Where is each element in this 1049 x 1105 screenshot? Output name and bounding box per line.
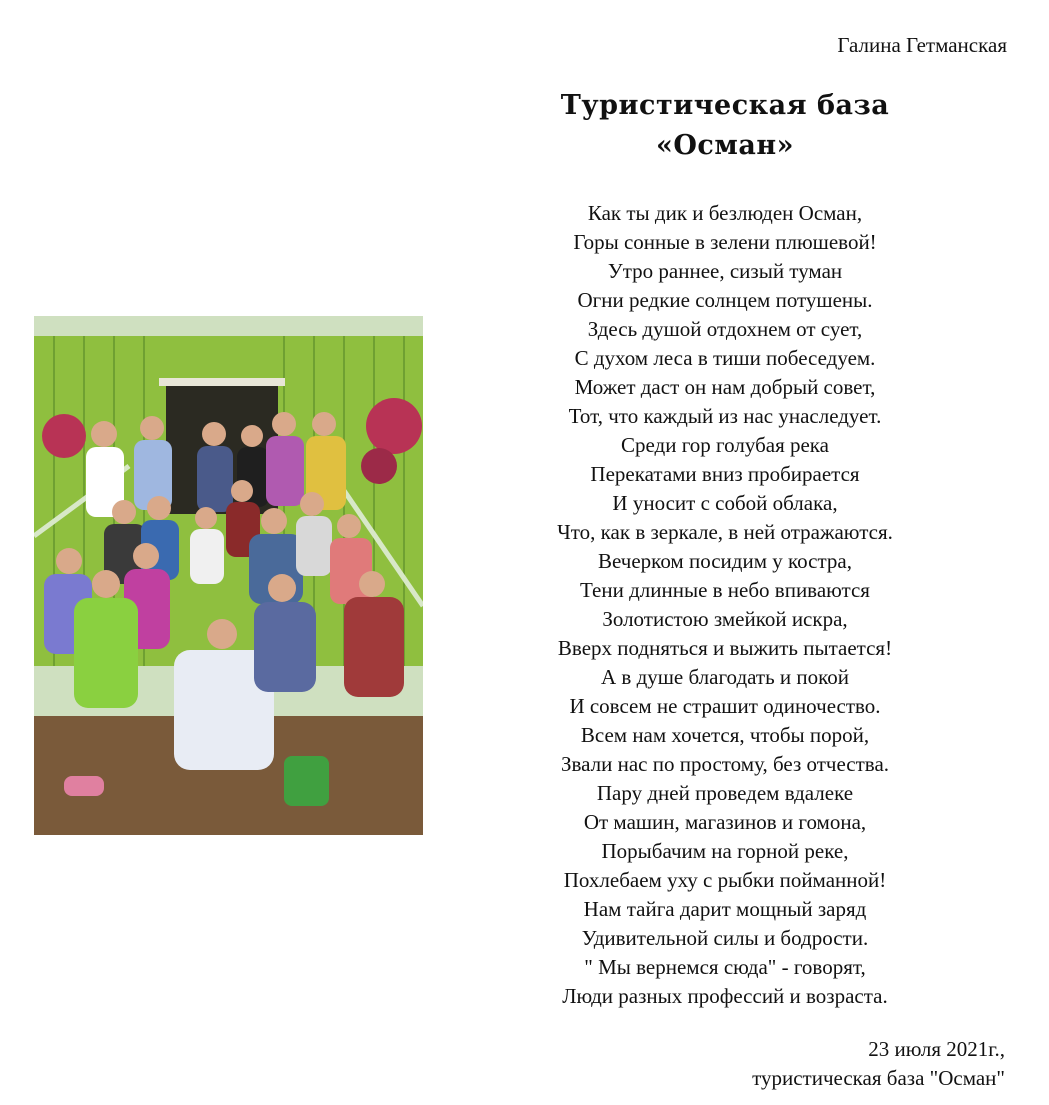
poem-title bbox=[425, 86, 1025, 166]
group-photo bbox=[34, 316, 423, 835]
poem-line: Огни редкие солнцем потушены. bbox=[577, 288, 873, 312]
poem-line: А в душе благодать и покой bbox=[600, 665, 850, 689]
poem-line: Тени длинные в небо впиваются bbox=[580, 578, 870, 602]
poem-line: " Мы вернемся сюда" - говорят, bbox=[584, 955, 866, 979]
poem-line: С духом леса в тиши побеседуем. bbox=[574, 346, 876, 370]
poem-line: Тот, что каждый из нас унаследует. bbox=[568, 404, 882, 428]
poem-line: Может даст он нам добрый совет, bbox=[574, 375, 876, 399]
poem-line: Пару дней проведем вдалеке bbox=[596, 781, 854, 805]
poem-line: Всем нам хочется, чтобы порой, bbox=[580, 723, 870, 747]
poem-line: Похлебаем уху с рыбки пойманной! bbox=[563, 868, 887, 892]
poem-line: Здесь душой отдохнем от сует, bbox=[587, 317, 863, 341]
poem-line: Что, как в зеркале, в ней отражаются. bbox=[557, 520, 893, 544]
poem-line: Перекатами вниз пробирается bbox=[590, 462, 860, 486]
poem-line: Горы сонные в зелени плюшевой! bbox=[573, 230, 877, 254]
poem-line: Вверх подняться и выжить пытается! bbox=[557, 636, 893, 660]
signature-place: туристическая база "Осман" bbox=[752, 1066, 1005, 1090]
poem-line: Утро раннее, сизый туман bbox=[607, 259, 843, 283]
poem-line: Золотистою змейкой искра, bbox=[602, 607, 848, 631]
poem-line: Звали нас по простому, без отчества. bbox=[560, 752, 890, 776]
poem-signature bbox=[752, 1035, 1005, 1093]
signature-date: 23 июля 2021г., bbox=[868, 1037, 1005, 1061]
poem-body bbox=[425, 199, 1025, 1011]
author-name: Галина Гетманская bbox=[837, 33, 1007, 57]
poem-line: Среди гор голубая река bbox=[620, 433, 830, 457]
poem-line: Нам тайга дарит мощный заряд bbox=[583, 897, 867, 921]
poem-line: Как ты дик и безлюден Осман, bbox=[587, 201, 863, 225]
poem-line: И совсем не страшит одиночество. bbox=[569, 694, 881, 718]
poem-title-line: Туристическая база bbox=[560, 90, 890, 121]
poem-line: Удивительной силы и бодрости. bbox=[581, 926, 869, 950]
poem-line: И уносит с собой облака, bbox=[612, 491, 838, 515]
poem-line: Порыбачим на горной реке, bbox=[601, 839, 849, 863]
poem-line: От машин, магазинов и гомона, bbox=[583, 810, 867, 834]
poem-title-line: «Осман» bbox=[656, 130, 794, 161]
poem-line: Люди разных профессий и возраста. bbox=[562, 984, 888, 1008]
group-photo-icon bbox=[34, 316, 423, 835]
poem-line: Вечерком посидим у костра, bbox=[598, 549, 852, 573]
